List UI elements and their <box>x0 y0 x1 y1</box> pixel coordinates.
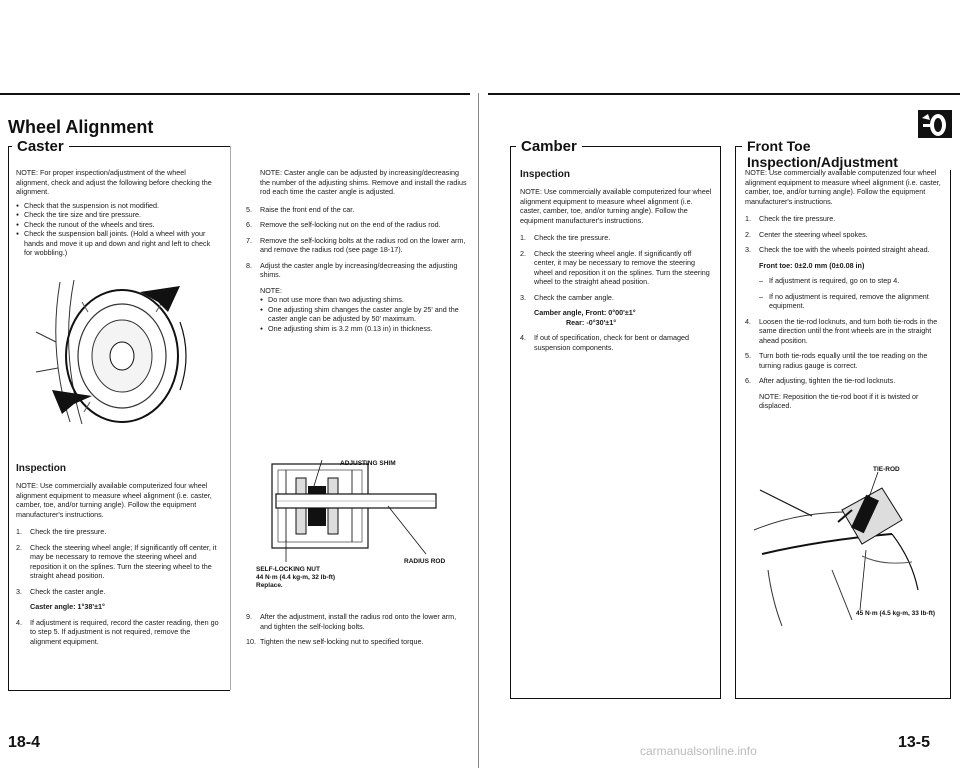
list-item: ● Check that the suspension is not modified. <box>16 201 219 211</box>
section-tab-icon <box>918 110 952 140</box>
list-item: ● Do not use more than two adjusting shims. <box>260 295 468 305</box>
camber-box-left <box>510 146 511 698</box>
list-item: ● One adjusting shim changes the caster angle by 25' and the caster angle can be adjusted by 50' maximum. <box>260 305 468 324</box>
list-item: 2. Center the steering wheel spokes. <box>745 229 868 239</box>
page-number-right: 13-5 <box>898 734 931 751</box>
list-item: 3. Check the caster angle. <box>16 586 106 596</box>
caster-inspection <box>16 462 219 652</box>
list-item: 1. Check the tire pressure. <box>16 527 107 537</box>
page-number-left: 18-4 <box>8 734 41 751</box>
toe-heading: Front Toe Inspection/Adjustment <box>742 138 960 170</box>
toe-adjust-steps <box>745 317 943 386</box>
list-item: 5. Raise the front end of the car. <box>246 204 355 214</box>
caster-final-steps <box>246 612 468 653</box>
list-item: 2. Check the steering wheel angle; If significantly off center, it may be necessary to remove the steering wheel and reposition it on the splines. Turn the steering wheel to the straight ahead position. <box>16 542 217 581</box>
list-item: 5. Turn both tie-rods equally until the toe reading on the turning radius gauge is correct. <box>745 351 928 370</box>
toe-inspection <box>745 168 943 415</box>
list-item: 1. Check the tire pressure. <box>520 233 611 243</box>
caster-intro <box>16 168 219 262</box>
callout-nut-replace: Replace. <box>256 582 283 590</box>
camber-steps <box>520 233 712 302</box>
toe-dash-item: – If adjustment is required, go on to step 4. <box>759 276 900 285</box>
list-item: 4. Loosen the tie-rod locknuts, and turn both tie-rods in the same direction until the front wheels are in the straight ahead position. <box>745 316 938 345</box>
toe-boot-note: NOTE: Reposition the tie-rod boot if it is twisted or displaced. <box>759 391 919 410</box>
list-item: 6. After adjusting, tighten the tie-rod locknuts. <box>745 376 896 385</box>
toe-box-bottom <box>735 698 951 699</box>
camber-inspection <box>520 168 712 358</box>
radius-rod-illustration <box>256 450 446 570</box>
list-item: ● One adjusting shim is 3.2 mm (0.13 in) in thickness. <box>260 324 468 334</box>
callout-adjusting-shim: ADJUSTING SHIM <box>340 460 396 467</box>
top-rule-right <box>488 93 960 95</box>
list-item: ● Check the suspension ball joints. (Hold a wheel with your hands and move it up and down and right and left to check for wobbling.) <box>16 229 219 258</box>
toe-note: NOTE: Use commercially available computerized four wheel alignment equipment to measure wheel alignment (i.e. caster, camber, toe, and/or turning angle). Follow the equipment manufacturer's instructions. <box>745 168 941 206</box>
camber-note: NOTE: Use commercially available computerized four wheel alignment equipment to measure wheel alignment (i.e. caster, camber, toe, and/or turning angle). Follow the equipment manufacturer's instructions. <box>520 187 712 225</box>
callout-nut-torque: 44 N·m (4.4 kg-m, 32 lb-ft) <box>256 574 336 582</box>
camber-box-bottom <box>510 698 721 699</box>
top-rule-left <box>0 93 470 95</box>
caster-final-steps-list <box>246 612 468 647</box>
list-item: ● Check the runout of the wheels and tires. <box>16 220 219 230</box>
caster-box-right <box>230 146 231 690</box>
gutter-line <box>478 93 479 768</box>
page-title: Wheel Alignment <box>8 117 154 137</box>
watermark: carmanualsonline.info <box>640 744 757 758</box>
toe-steps <box>745 214 943 255</box>
callout-tie-rod: TIE-ROD <box>873 466 900 473</box>
list-item: ● Check the tire size and tire pressure. <box>16 210 219 220</box>
list-item: 10. Tighten the new self-locking nut to specified torque. <box>246 637 424 646</box>
callout-tie-rod-torque: 45 N·m (4.5 kg-m, 33 lb-ft) <box>856 610 936 617</box>
camber-step-4-list <box>520 333 712 352</box>
camber-box-right <box>720 146 721 698</box>
caster-box-left <box>8 146 9 690</box>
caster-steps <box>16 527 219 596</box>
caster-check-list <box>16 201 219 258</box>
caster-note: NOTE: For proper inspection/adjustment of the wheel alignment, check and adjust the following before checking the alignment. <box>16 168 212 196</box>
shim-note <box>246 286 468 334</box>
callout-radius-rod: RADIUS ROD <box>404 558 446 565</box>
camber-heading: Camber <box>516 138 582 155</box>
caster-adjust-steps <box>246 205 468 280</box>
toe-box-left <box>735 146 736 698</box>
list-item: 4. If out of specification, check for bent or damaged suspension components. <box>520 333 690 352</box>
toe-box-right <box>950 146 951 698</box>
list-item: 3. Check the toe with the wheels pointed straight ahead. <box>745 245 930 254</box>
camber-inspection-title: Inspection <box>520 169 571 180</box>
caster-adjust-column <box>246 168 468 337</box>
caster-adjust-note: NOTE: Caster angle can be adjusted by increasing/decreasing the number of the adjusting shims. Remove and install the radius rod each time the caster angle is adjusted. <box>260 168 467 196</box>
list-item: 8. Adjust the caster angle by increasing/decreasing the adjusting shims. <box>246 260 458 279</box>
list-item: 2. Check the steering wheel angle. If significantly off center, it may be necessary to remove the steering wheel and reposition it on the splines. Turn the steering wheel to the straight ahead position. <box>520 248 710 287</box>
caster-box-bottom <box>8 690 230 691</box>
caster-step-4-list <box>16 618 219 647</box>
list-item: 6. Remove the self-locking nut on the end of the radius rod. <box>246 220 441 229</box>
caster-inspection-title: Inspection <box>16 463 67 474</box>
list-item: 3. Check the camber angle. <box>520 292 614 302</box>
caster-heading: Caster <box>12 138 69 155</box>
caster-inspection-note: NOTE: Use commercially available computerized four wheel alignment equipment to measure wheel alignment (i.e. caster, camber, toe, and/or turning angle). Follow the equipment manufacturer's instructions. <box>16 481 212 519</box>
camber-angle-spec: Camber angle, Front: 0°00'±1° Rear: -0°30'±1° <box>534 308 636 327</box>
list-item: 1. Check the tire pressure. <box>745 214 836 223</box>
list-item: 4. If adjustment is required, record the caster reading, then go to step 5. If adjustment is not required, remove the alignment equipment. <box>16 617 219 646</box>
list-item: 9. After the adjustment, install the radius rod onto the lower arm, and tighten the self-locking bolts. <box>246 612 457 631</box>
toe-dash-item: – If no adjustment is required, remove the alignment equipment. <box>759 291 929 310</box>
toe-spec: Front toe: 0±2.0 mm (0±0.08 in) <box>759 260 865 270</box>
callout-self-locking-nut <box>256 566 335 590</box>
callout-nut-label: SELF-LOCKING NUT <box>256 566 320 573</box>
caster-angle-spec: Caster angle: 1°38'±1° <box>30 602 105 612</box>
tie-rod-illustration <box>742 470 942 630</box>
list-item: 7. Remove the self-locking bolts at the radius rod on the lower arm, and remove the radius rod (see page 18-17). <box>246 235 466 254</box>
wheel-illustration <box>30 272 210 432</box>
shim-note-list <box>260 295 468 333</box>
shim-note-label: NOTE: <box>260 285 282 295</box>
